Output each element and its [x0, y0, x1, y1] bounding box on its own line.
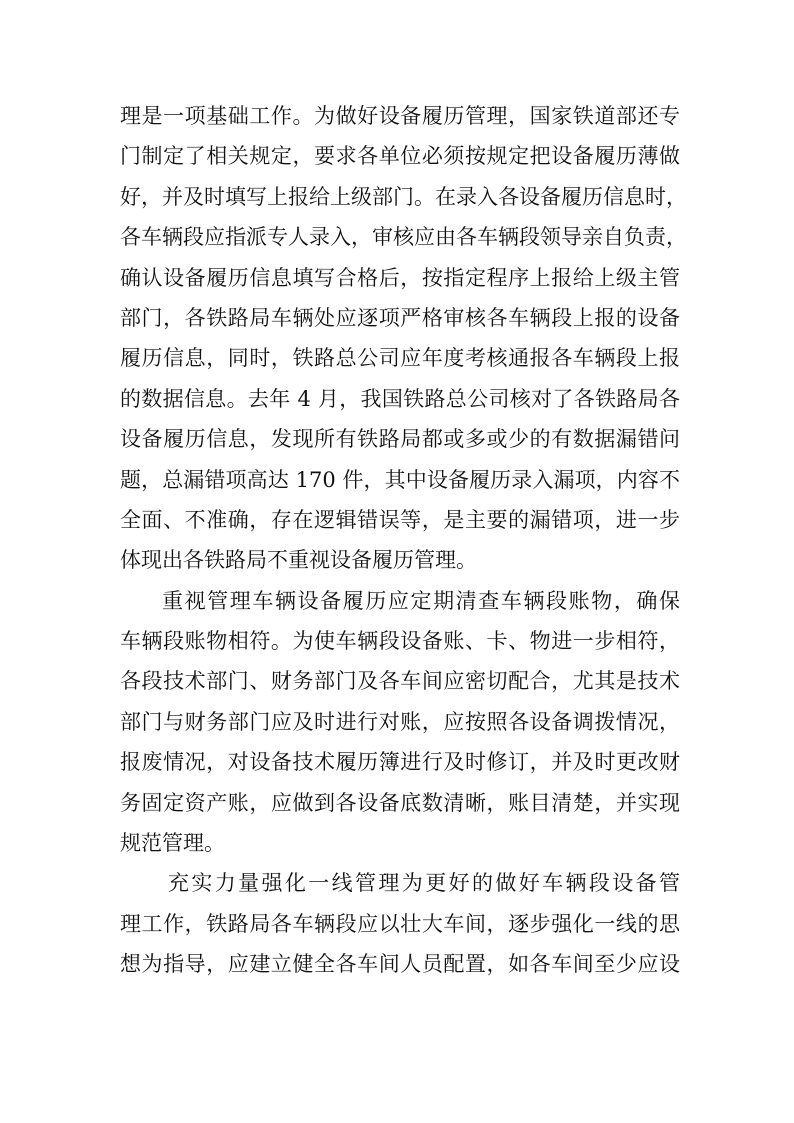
text-line: 务固定资产账，应做到各设备底数清晰，账目清楚，并实现: [120, 790, 680, 815]
text-line: 题，总漏错项高达 170 件，其中设备履历录入漏项，内容不: [120, 467, 680, 492]
text-line: 履历信息，同时，铁路总公司应年度考核通报各车辆段上报: [120, 346, 680, 371]
text-line: 充实力量强化一线管理为更好的做好车辆段设备管: [168, 871, 680, 896]
body-text: [120, 96, 687, 985]
text-line: 规范管理。: [120, 831, 225, 856]
text-line: 想为指导，应建立健全各车间人员配置，如各车间至少应设: [120, 952, 680, 977]
text-line: 报废情况，对设备技术履历簿进行及时修订，并及时更改财: [120, 750, 680, 775]
text-line: 设备履历信息，发现所有铁路局都或多或少的有数据漏错问: [120, 427, 680, 452]
text-line: 理是一项基础工作。为做好设备履历管理，国家铁道部还专: [120, 104, 680, 128]
text-line: 车辆段账物相符。为使车辆段设备账、卡、物进一步相符，: [120, 629, 680, 654]
paragraph-2: [120, 581, 680, 864]
text-line: 部门，各铁路局车辆处应逐项严格审核各车辆段上报的设备: [120, 305, 680, 330]
paragraph-3: [120, 863, 680, 984]
text-line: 全面、不准确，存在逻辑错误等，是主要的漏错项，进一步: [120, 507, 680, 532]
text-line: 体现出各铁路局不重视设备履历管理。: [120, 548, 477, 573]
text-line: 重视管理车辆设备履历应定期清查车辆段账物，确保: [162, 588, 680, 613]
text-line: 各车辆段应指派专人录入，审核应由各车辆段领导亲自负责，: [120, 225, 687, 250]
text-line: 确认设备履历信息填写合格后，按指定程序上报给上级主管: [120, 265, 680, 290]
text-line: 门制定了相关规定，要求各单位必须按规定把设备履历薄做: [120, 144, 680, 169]
text-line: 理工作，铁路局各车辆段应以壮大车间，逐步强化一线的思: [120, 911, 680, 936]
paragraph-1: [120, 96, 687, 581]
text-line: 好，并及时填写上报给上级部门。在录入各设备履历信息时，: [120, 184, 687, 209]
text-line: 各段技术部门、财务部门及各车间应密切配合，尤其是技术: [120, 669, 680, 694]
text-line: 的数据信息。去年 4 月，我国铁路总公司核对了各铁路局各: [120, 386, 680, 411]
text-line: 部门与财务部门应及时进行对账，应按照各设备调拨情况，: [120, 709, 680, 734]
